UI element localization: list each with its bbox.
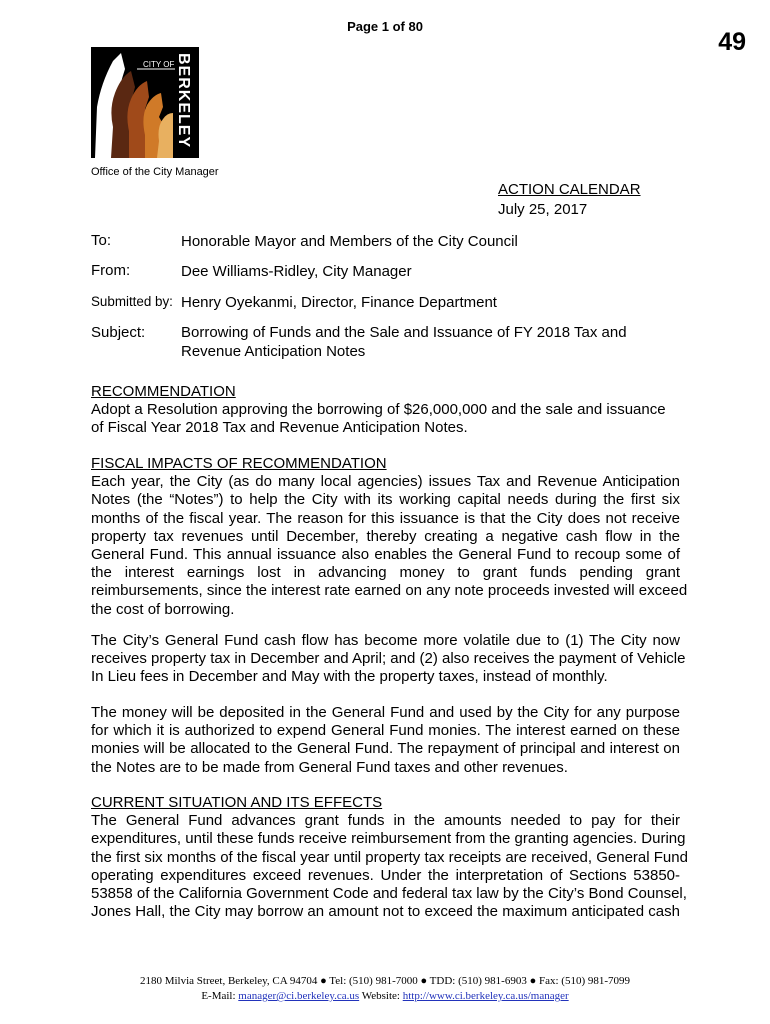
- to-label: To:: [91, 232, 112, 249]
- text-line: Jones Hall, the City may borrow an amount not to exceed the maximum anticipated cash: [91, 903, 680, 921]
- text-line: Adopt a Resolution approving the borrowing of $26,000,000 and the sale and issuance: [91, 401, 666, 419]
- page-number: Page 1 of 80: [347, 19, 423, 34]
- text-line: for which it is authorized to expend General Fund monies. The interest earned on these: [91, 722, 680, 740]
- subject-value: [181, 323, 681, 361]
- subject-line: Revenue Anticipation Notes: [181, 343, 366, 360]
- subject-label: Subject:: [91, 324, 146, 341]
- submitted-by-label: Submitted by:: [91, 294, 173, 309]
- logo-city-of-text: CITY OF: [143, 60, 175, 69]
- footer-address: 2180 Milvia Street, Berkeley, CA 94704 ● Tel: (510) 981-7000 ● TDD: (510) 981-6903 ● Fax: (510) 981-7099: [139, 975, 631, 987]
- fiscal-impacts-heading: FISCAL IMPACTS OF RECOMMENDATION: [91, 455, 387, 472]
- recommendation-heading: RECOMMENDATION: [91, 383, 236, 400]
- website-label: Website:: [361, 990, 400, 1002]
- action-calendar-block: [498, 180, 641, 220]
- text-line: reimbursements, since the interest rate earned on any note proceeds invested will exceed: [91, 582, 688, 600]
- text-line: Notes (the “Notes”) to help the City with its working capital needs during the first six: [91, 491, 680, 509]
- footer-contact: [0, 989, 770, 1004]
- text-line: The City’s General Fund cash flow has become more volatile due to (1) The City now: [91, 632, 680, 649]
- office-label: Office of the City Manager: [91, 166, 219, 178]
- website-link[interactable]: http://www.ci.berkeley.ca.us/manager: [402, 990, 569, 1002]
- logo-berkeley-text: BERKELEY: [175, 53, 192, 149]
- email-label: E-Mail:: [201, 990, 236, 1002]
- recommendation-section: [91, 383, 680, 438]
- email-link[interactable]: manager@ci.berkeley.ca.us: [238, 990, 360, 1002]
- from-value: Dee Williams-Ridley, City Manager: [181, 263, 412, 280]
- text-line: expenditures, until these funds receive reimbursement from the granting agencies. During: [91, 830, 686, 848]
- text-line: operating expenditures exceed revenues. Under the interpretation of Sections 53850-: [91, 866, 680, 884]
- fiscal-impacts-section: [91, 455, 688, 619]
- to-value: Honorable Mayor and Members of the City Council: [181, 233, 518, 250]
- agenda-item-number: 49: [718, 28, 746, 56]
- fiscal-paragraph-2: [91, 632, 686, 687]
- current-situation-heading: CURRENT SITUATION AND ITS EFFECTS: [91, 794, 383, 811]
- text-line: the first six months of the fiscal year until property tax receipts are received, General Fund: [91, 848, 688, 866]
- text-line: The General Fund advances grant funds in the amounts needed to pay for their: [91, 812, 680, 830]
- text-line: months of the fiscal year. The reason for this issuance is that the City does not receive: [91, 509, 680, 527]
- fiscal-paragraph-3: [91, 704, 680, 777]
- text-line: In Lieu fees in December and May with the property taxes, instead of monthly.: [91, 668, 608, 686]
- text-line: the Notes are to be made from General Fund taxes and other revenues.: [91, 758, 568, 776]
- text-line: the interest earnings lost in advancing money to grant funds pending grant: [91, 564, 680, 582]
- text-line: The money will be deposited in the General Fund and used by the City for any purpose: [91, 704, 680, 721]
- text-line: General Fund. This annual issuance also enables the General Fund to recoup some of: [91, 546, 680, 564]
- text-line: monies will be allocated to the General Fund. The repayment of principal and interest on: [91, 740, 680, 758]
- page-footer: [0, 974, 770, 1004]
- current-situation-section: [91, 794, 688, 921]
- city-of-berkeley-logo: [91, 47, 199, 158]
- text-line: property tax revenues until December, thereby creating a negative cash flow in the: [91, 527, 680, 545]
- text-line: Each year, the City (as do many local agencies) issues Tax and Revenue Anticipation: [91, 473, 680, 491]
- action-calendar-title: ACTION CALENDAR: [498, 181, 641, 198]
- text-line: 53858 of the California Government Code and federal tax law by the City’s Bond Counsel,: [91, 885, 687, 903]
- meeting-date: July 25, 2017: [498, 201, 588, 218]
- subject-line: Borrowing of Funds and the Sale and Issuance of FY 2018 Tax and: [181, 324, 627, 341]
- text-line: of Fiscal Year 2018 Tax and Revenue Anticipation Notes.: [91, 419, 468, 437]
- from-label: From:: [91, 262, 131, 279]
- text-line: the cost of borrowing.: [91, 600, 235, 618]
- submitted-by-value: Henry Oyekanmi, Director, Finance Department: [181, 294, 497, 311]
- text-line: receives property tax in December and April; and (2) also receives the payment of Vehicle: [91, 650, 686, 668]
